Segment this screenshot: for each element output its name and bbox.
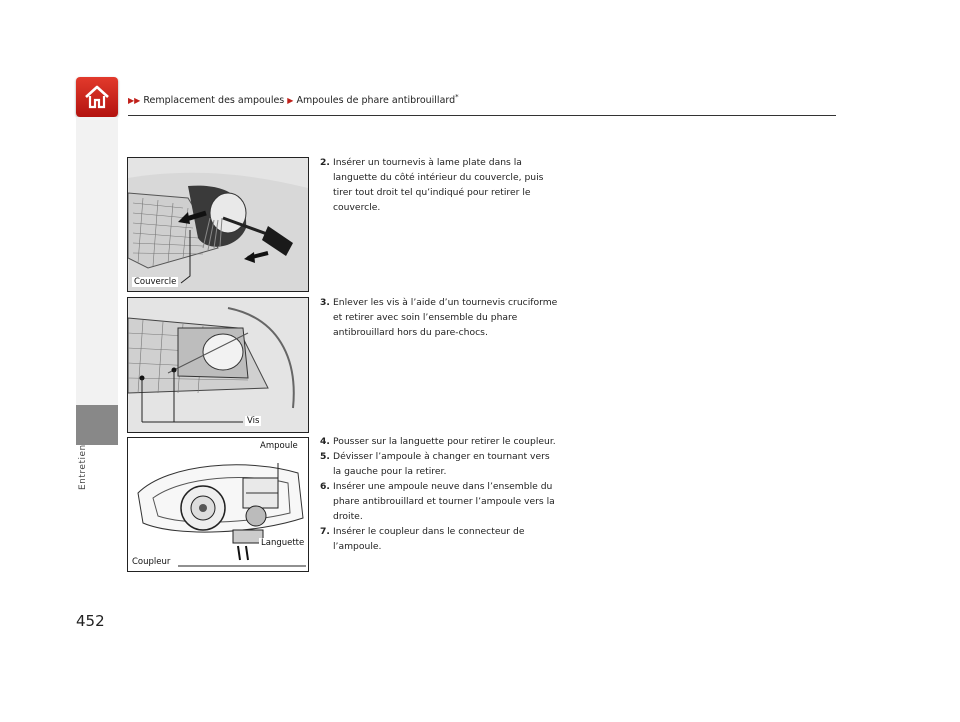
- step-item: [320, 524, 560, 554]
- step-text: Insérer le coupleur dans le connecteur de l’ampoule.: [333, 526, 525, 552]
- page-number: 452: [76, 612, 105, 630]
- cover-removal-illustration: [128, 158, 308, 291]
- note-marker: *: [455, 93, 459, 101]
- sidebar-panel: [76, 117, 118, 405]
- sidebar-section-label: Entretien: [78, 444, 88, 490]
- figure-screws: [127, 297, 309, 433]
- bulb-coupler-illustration: [128, 438, 308, 571]
- label-cover: Couvercle: [134, 277, 177, 287]
- step-text: Dévisser l’ampoule à changer en tournant vers la gauche pour la retirer.: [333, 451, 550, 477]
- step-number: 3.: [320, 297, 330, 308]
- breadcrumb-separator-icon: ▶: [287, 96, 294, 106]
- home-icon: [83, 83, 111, 111]
- breadcrumb-arrow-icon: ▶▶: [128, 96, 141, 106]
- figure-cover-removal: [127, 157, 309, 292]
- step-text: Pousser sur la languette pour retirer le coupleur.: [333, 436, 556, 447]
- home-button[interactable]: [76, 77, 118, 117]
- step-number: 5.: [320, 451, 330, 462]
- step-text: Insérer une ampoule neuve dans l’ensemble du phare antibrouillard et tourner l’ampoule vers la droite.: [333, 481, 555, 522]
- screws-illustration: [128, 298, 308, 432]
- step-item: [320, 155, 560, 215]
- step-item: [320, 449, 560, 479]
- label-tab: Languette: [261, 538, 305, 548]
- step-number: 2.: [320, 157, 330, 168]
- step-number: 6.: [320, 481, 330, 492]
- step-group-2: [320, 295, 560, 340]
- label-coupler: Coupleur: [132, 557, 171, 567]
- breadcrumb-section[interactable]: Remplacement des ampoules: [143, 95, 285, 107]
- label-screws: Vis: [247, 416, 260, 426]
- breadcrumb: [128, 93, 459, 106]
- step-item: [320, 434, 560, 449]
- step-text: Enlever les vis à l’aide d’un tournevis cruciforme et retirer avec soin l’ensemble du phare antibrouillard hors du pare-chocs.: [333, 297, 558, 338]
- figure-bulb-coupler: [127, 437, 309, 572]
- step-group-3: [320, 434, 560, 554]
- breadcrumb-subsection[interactable]: Ampoules de phare antibrouillard: [296, 95, 456, 107]
- step-number: 7.: [320, 526, 330, 537]
- header-rule: [128, 115, 836, 116]
- step-number: 4.: [320, 436, 330, 447]
- step-text: Insérer un tournevis à lame plate dans la languette du côté intérieur du couvercle, puis tirer tout droit tel qu’indiqué pour retirer le couvercle.: [333, 157, 544, 213]
- step-item: [320, 479, 560, 524]
- step-item: [320, 295, 560, 340]
- label-bulb: Ampoule: [260, 441, 298, 451]
- step-group-1: [320, 155, 560, 215]
